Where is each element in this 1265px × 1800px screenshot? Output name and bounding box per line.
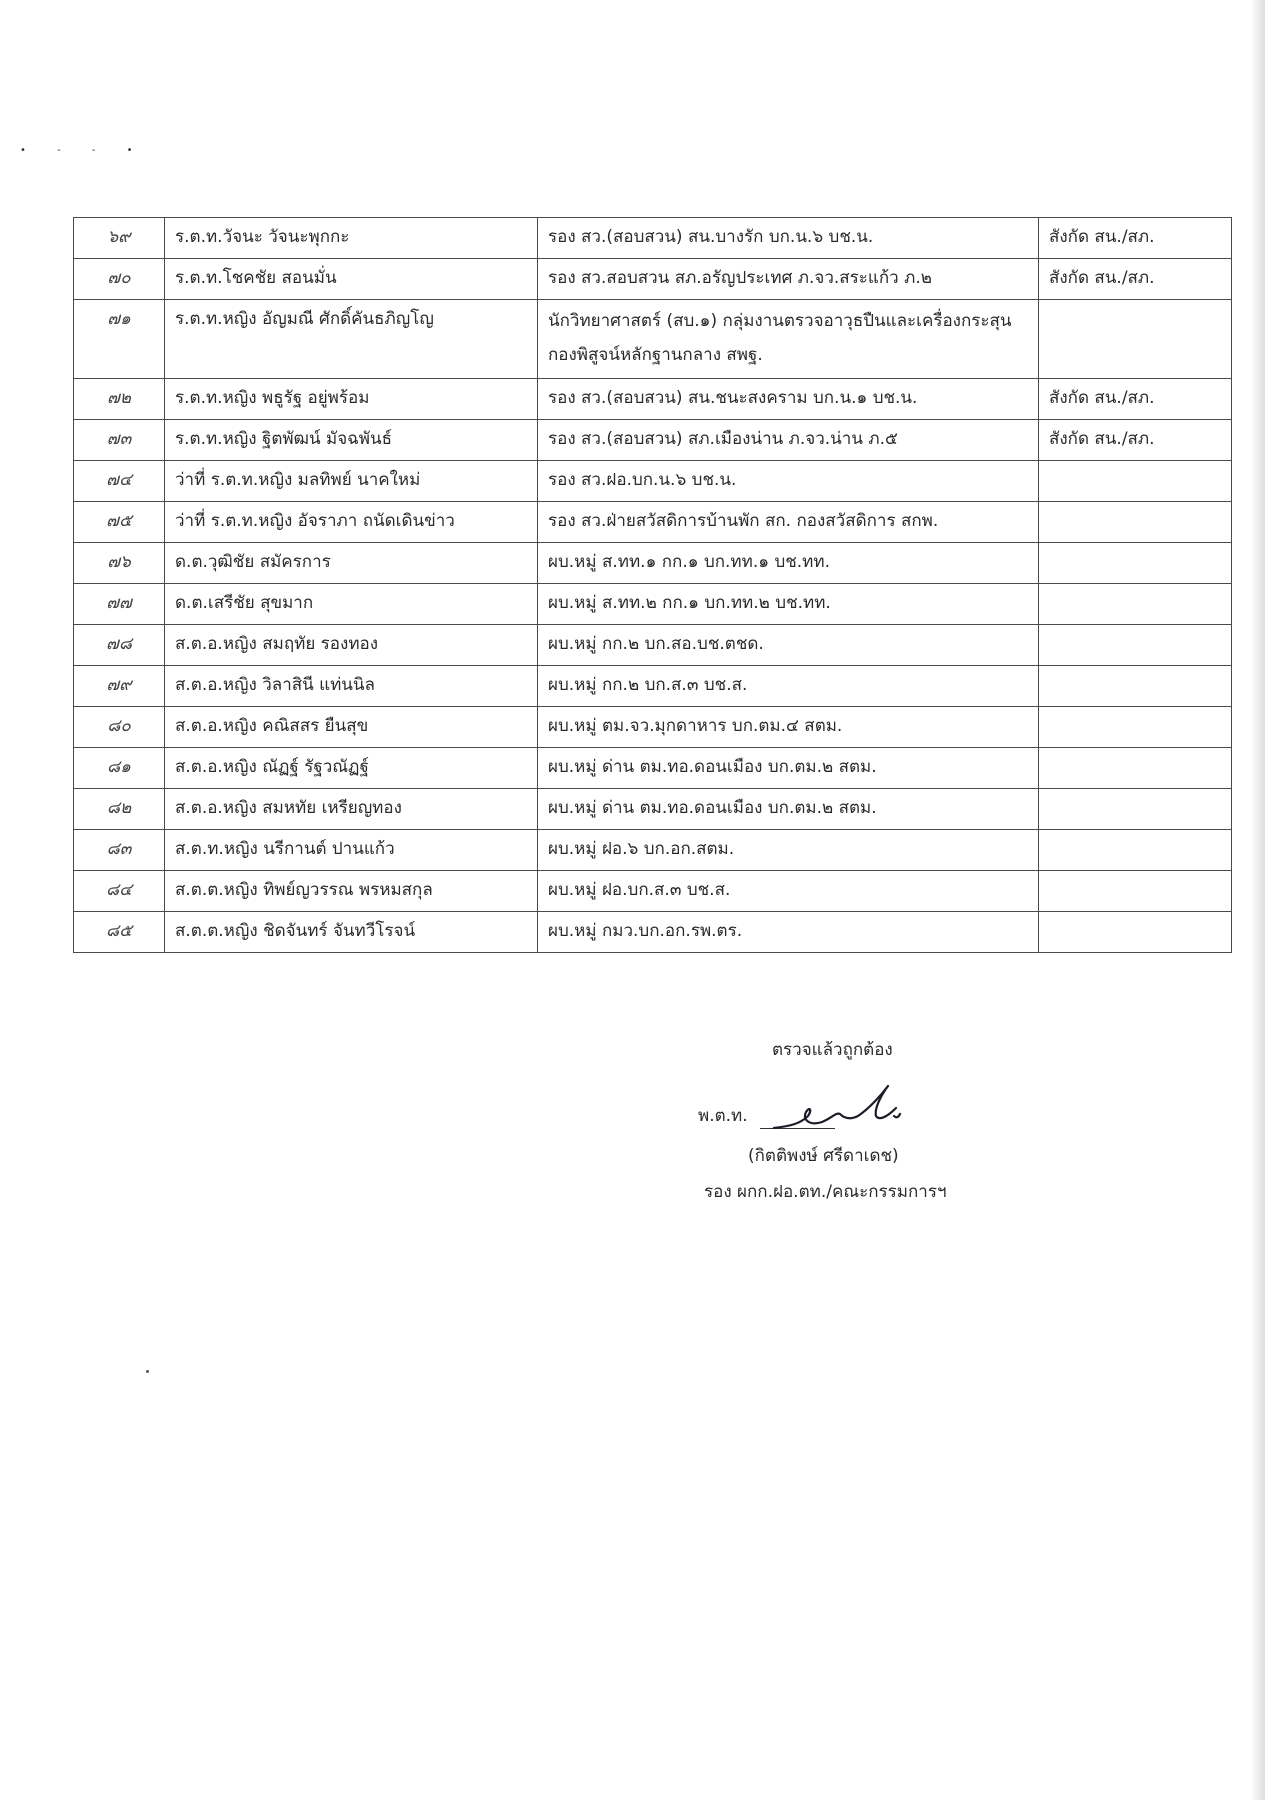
person-position: ผบ.หมู่ ฝอ.บก.ส.๓ บช.ส. xyxy=(538,871,1039,912)
row-note xyxy=(1039,707,1232,748)
person-name: ร.ต.ท.หญิง พธูรัฐ อยู่พร้อม xyxy=(165,379,538,420)
table-row xyxy=(74,912,1232,953)
person-position: ผบ.หมู่ กมว.บก.อก.รพ.ตร. xyxy=(538,912,1039,953)
scan-specks: • - - • xyxy=(20,145,147,156)
person-position: ผบ.หมู่ กก.๒ บก.ส.๓ บช.ส. xyxy=(538,666,1039,707)
row-number: ๗๕ xyxy=(74,502,165,543)
table-row xyxy=(74,871,1232,912)
signer-rank: พ.ต.ท. xyxy=(698,1106,748,1126)
signature-block xyxy=(620,1030,1100,1210)
person-name: ว่าที่ ร.ต.ท.หญิง มลทิพย์ นาคใหม่ xyxy=(165,461,538,502)
row-note: สังกัด สน./สภ. xyxy=(1039,218,1232,259)
table-row xyxy=(74,259,1232,300)
row-number: ๗๒ xyxy=(74,379,165,420)
row-number: ๖๙ xyxy=(74,218,165,259)
row-number: ๗๑ xyxy=(74,300,165,379)
row-number: ๘๓ xyxy=(74,830,165,871)
row-note xyxy=(1039,871,1232,912)
row-note xyxy=(1039,789,1232,830)
signer-full-name: (กิตติพงษ์ ศรีดาเดช) xyxy=(748,1146,899,1166)
personnel-table xyxy=(73,217,1232,953)
table-row xyxy=(74,625,1232,666)
person-name: ส.ต.อ.หญิง สมหทัย เหรียญทอง xyxy=(165,789,538,830)
row-note xyxy=(1039,502,1232,543)
person-name: ร.ต.ท.หญิง อัญมณี ศักดิ์คันธภิญโญ xyxy=(165,300,538,379)
person-name: ส.ต.อ.หญิง สมฤทัย รองทอง xyxy=(165,625,538,666)
signer-position: รอง ผกก.ฝอ.ตท./คณะกรรมการฯ xyxy=(704,1182,947,1202)
row-note: สังกัด สน./สภ. xyxy=(1039,259,1232,300)
row-note xyxy=(1039,461,1232,502)
checked-label: ตรวจแล้วถูกต้อง xyxy=(772,1040,893,1060)
person-name: ร.ต.ท.โชคชัย สอนมั่น xyxy=(165,259,538,300)
person-name: ส.ต.อ.หญิง คณิสสร ยืนสุข xyxy=(165,707,538,748)
table-row xyxy=(74,707,1232,748)
table-row xyxy=(74,379,1232,420)
person-name: ส.ต.อ.หญิง วิลาสินี แท่นนิล xyxy=(165,666,538,707)
person-position: ผบ.หมู่ ด่าน ตม.ทอ.ดอนเมือง บก.ตม.๒ สตม. xyxy=(538,748,1039,789)
person-position: ผบ.หมู่ ตม.จว.มุกดาหาร บก.ตม.๔ สตม. xyxy=(538,707,1039,748)
row-note: สังกัด สน./สภ. xyxy=(1039,420,1232,461)
table-row xyxy=(74,748,1232,789)
person-name: ร.ต.ท.วัจนะ วัจนะพุกกะ xyxy=(165,218,538,259)
table-row xyxy=(74,584,1232,625)
scan-speck xyxy=(146,1370,149,1373)
table-row xyxy=(74,502,1232,543)
row-number: ๗๖ xyxy=(74,543,165,584)
table-row xyxy=(74,830,1232,871)
table-row xyxy=(74,218,1232,259)
person-name: ส.ต.อ.หญิง ณัฏฐ์ รัฐวณัฏฐ์ xyxy=(165,748,538,789)
person-position: รอง สว.สอบสวน สภ.อรัญประเทศ ภ.จว.สระแก้ว ภ.๒ xyxy=(538,259,1039,300)
person-name: ว่าที่ ร.ต.ท.หญิง อัจราภา ถนัดเดินข่าว xyxy=(165,502,538,543)
row-note xyxy=(1039,543,1232,584)
table-row xyxy=(74,461,1232,502)
row-number: ๗๘ xyxy=(74,625,165,666)
row-note xyxy=(1039,912,1232,953)
row-number: ๘๐ xyxy=(74,707,165,748)
person-name: ด.ต.วุฒิชัย สมัครการ xyxy=(165,543,538,584)
handwritten-signature xyxy=(770,1072,910,1142)
person-position: ผบ.หมู่ ส.ทท.๑ กก.๑ บก.ทท.๑ บช.ทท. xyxy=(538,543,1039,584)
table-row xyxy=(74,543,1232,584)
person-position: รอง สว.ฝ่ายสวัสดิการบ้านพัก สก. กองสวัสดิการ สกพ. xyxy=(538,502,1039,543)
row-note xyxy=(1039,748,1232,789)
row-note xyxy=(1039,300,1232,379)
row-note xyxy=(1039,830,1232,871)
person-position: ผบ.หมู่ ด่าน ตม.ทอ.ดอนเมือง บก.ตม.๒ สตม. xyxy=(538,789,1039,830)
row-note xyxy=(1039,666,1232,707)
person-position: ผบ.หมู่ กก.๒ บก.สอ.บช.ตชด. xyxy=(538,625,1039,666)
person-position: ผบ.หมู่ ส.ทท.๒ กก.๑ บก.ทท.๒ บช.ทท. xyxy=(538,584,1039,625)
table-row xyxy=(74,666,1232,707)
table-row xyxy=(74,300,1232,379)
row-number: ๗๓ xyxy=(74,420,165,461)
row-note xyxy=(1039,584,1232,625)
person-name: ส.ต.ต.หญิง ชิดจันทร์ จันทวีโรจน์ xyxy=(165,912,538,953)
scan-edge-shadow xyxy=(1251,0,1265,1800)
row-number: ๘๔ xyxy=(74,871,165,912)
row-number: ๘๕ xyxy=(74,912,165,953)
person-position: รอง สว.ฝอ.บก.น.๖ บช.น. xyxy=(538,461,1039,502)
person-position: นักวิทยาศาสตร์ (สบ.๑) กลุ่มงานตรวจอาวุธปืนและเครื่องกระสุน กองพิสูจน์หลักฐานกลาง สพฐ. xyxy=(538,300,1039,379)
person-name: ส.ต.ต.หญิง ทิพย์ญวรรณ พรหมสกุล xyxy=(165,871,538,912)
row-number: ๘๒ xyxy=(74,789,165,830)
row-note: สังกัด สน./สภ. xyxy=(1039,379,1232,420)
row-number: ๗๗ xyxy=(74,584,165,625)
person-name: ร.ต.ท.หญิง ฐิตพัฒน์ มัจฉพันธ์ xyxy=(165,420,538,461)
row-number: ๘๑ xyxy=(74,748,165,789)
person-name: ด.ต.เสรีชัย สุขมาก xyxy=(165,584,538,625)
person-name: ส.ต.ท.หญิง นรีกานต์ ปานแก้ว xyxy=(165,830,538,871)
row-number: ๗๙ xyxy=(74,666,165,707)
row-number: ๗๐ xyxy=(74,259,165,300)
person-position: รอง สว.(สอบสวน) สน.บางรัก บก.น.๖ บช.น. xyxy=(538,218,1039,259)
row-number: ๗๔ xyxy=(74,461,165,502)
person-position: ผบ.หมู่ ฝอ.๖ บก.อก.สตม. xyxy=(538,830,1039,871)
row-note xyxy=(1039,625,1232,666)
table-row xyxy=(74,789,1232,830)
person-position: รอง สว.(สอบสวน) สน.ชนะสงคราม บก.น.๑ บช.น. xyxy=(538,379,1039,420)
table-row xyxy=(74,420,1232,461)
person-position: รอง สว.(สอบสวน) สภ.เมืองน่าน ภ.จว.น่าน ภ.๕ xyxy=(538,420,1039,461)
